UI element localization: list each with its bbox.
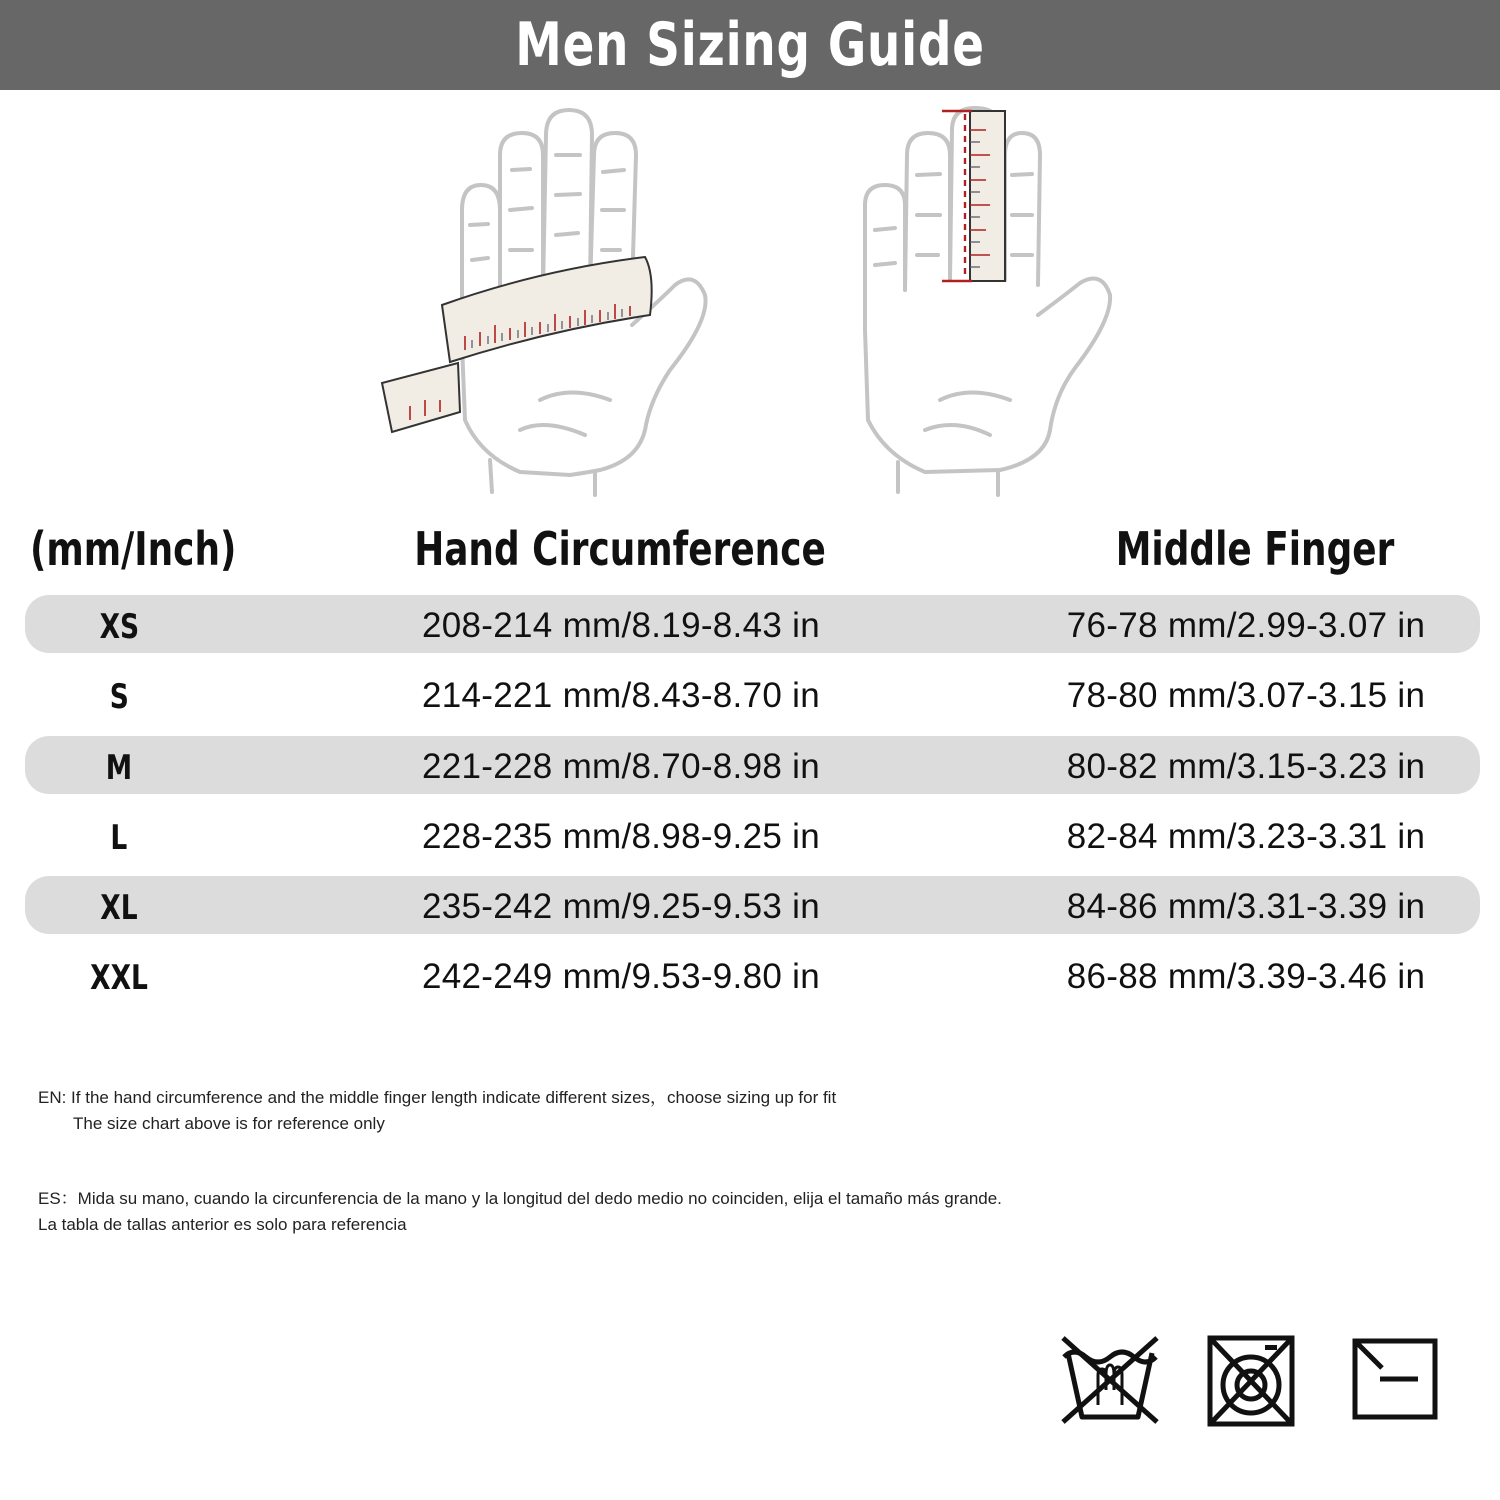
middle-finger-value: 82-84 mm/3.23-3.31 in	[1066, 816, 1426, 856]
page-title: Men Sizing Guide	[515, 10, 985, 80]
hand-circumference-value: 221-228 mm/8.70-8.98 in	[422, 746, 820, 786]
do-not-tumble-dry-icon	[1207, 1335, 1295, 1432]
size-table	[25, 595, 1480, 1017]
size-label: M	[105, 747, 133, 788]
hand-circumference-value: 208-214 mm/8.19-8.43 in	[422, 606, 820, 645]
table-row	[25, 595, 1480, 653]
size-label: S	[109, 677, 129, 718]
note-english-line-1: EN: If the hand circumference and the middle finger length indicate different sizes，choose sizing up for fit	[38, 1088, 837, 1107]
hand-circumference-value: 214-221 mm/8.43-8.70 in	[422, 676, 820, 716]
table-row	[25, 806, 1480, 864]
note-spanish-line-2: La tabla de tallas anterior es solo para referencia	[38, 1215, 407, 1234]
dry-flat-icon	[1352, 1335, 1438, 1426]
size-label: L	[110, 817, 128, 858]
note-english	[38, 1085, 836, 1137]
table-row	[25, 736, 1480, 794]
table-row	[25, 946, 1480, 1004]
size-label: XL	[100, 888, 138, 929]
size-label: XS	[99, 607, 139, 647]
middle-finger-value: 78-80 mm/3.07-3.15 in	[1066, 676, 1426, 716]
middle-finger-illustration	[850, 100, 1130, 500]
middle-finger-value: 80-82 mm/3.15-3.23 in	[1066, 746, 1426, 786]
note-spanish-line-1: ES：Mida su mano, cuando la circunferencia de la mano y la longitud del dedo medio no coinciden, elija el tamaño más grande.	[38, 1189, 1002, 1208]
table-row	[25, 665, 1480, 723]
hand-circumference-value: 228-235 mm/8.98-9.25 in	[422, 816, 820, 856]
middle-finger-value: 84-86 mm/3.31-3.39 in	[1066, 887, 1426, 927]
table-row	[25, 876, 1480, 934]
middle-finger-value: 76-78 mm/2.99-3.07 in	[1066, 606, 1426, 645]
middle-finger-header: Middle Finger	[1115, 522, 1395, 576]
hand-circumference-value: 235-242 mm/9.25-9.53 in	[422, 887, 820, 927]
size-label: XXL	[90, 958, 148, 999]
hand-circumference-value: 242-249 mm/9.53-9.80 in	[422, 957, 820, 997]
hand-circumference-header: Hand Circumference	[414, 522, 826, 576]
do-not-wash-icon	[1060, 1335, 1160, 1430]
hand-circumference-illustration	[370, 100, 730, 500]
header-bar	[0, 0, 1500, 90]
middle-finger-value: 86-88 mm/3.39-3.46 in	[1066, 957, 1426, 997]
note-spanish	[38, 1186, 1002, 1238]
note-english-line-2: The size chart above is for reference only	[73, 1114, 385, 1133]
unit-header: (mm/Inch)	[30, 522, 237, 576]
